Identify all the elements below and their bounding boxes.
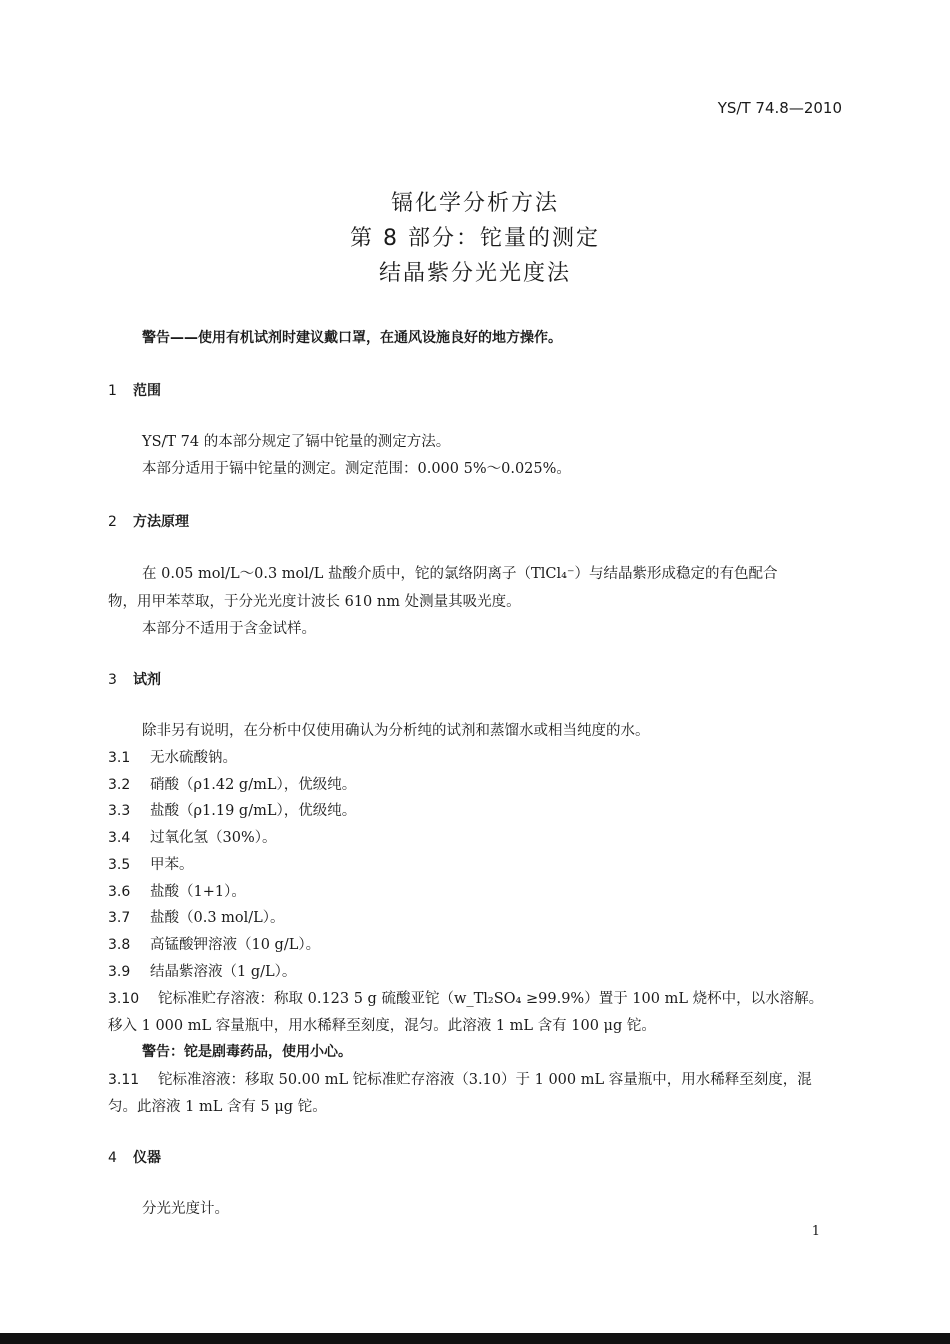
item-text: 铊标准溶液：移取 50.00 mL 铊标准贮存溶液（3.10）于 1 000 mL 容量瓶中，用水稀释至刻度，混	[158, 1072, 812, 1088]
doc-title-line-2: 第 8 部分：铊量的测定	[350, 226, 600, 251]
paragraph: 本部分适用于镉中铊量的测定。测定范围：0.000 5%～0.025%。	[142, 461, 571, 477]
doc-title-line-3: 结晶紫分光光度法	[378, 261, 571, 286]
item-number: 3.4	[108, 830, 131, 846]
item-text: 甲苯。	[150, 857, 194, 873]
standard-code: YS/T 74.8—2010	[717, 99, 842, 117]
paragraph-continuation: 物，用甲苯萃取，于分光光度计波长 610 nm 处测量其吸光度。	[108, 594, 521, 610]
section-number: 1	[108, 383, 117, 399]
item-text: 铊标准贮存溶液：称取 0.123 5 g 硫酸亚铊（w_Tl₂SO₄ ≥99.9%）置于 100 mL 烧杯中，以水溶解。	[158, 991, 824, 1007]
item-number: 3.3	[108, 803, 131, 819]
section-title: 方法原理	[133, 514, 189, 530]
reagent-item	[108, 799, 356, 820]
reagent-item	[108, 746, 237, 767]
safety-warning: 警告——使用有机试剂时建议戴口罩，在通风设施良好的地方操作。	[142, 330, 562, 346]
doc-title-line-1: 镉化学分析方法	[390, 191, 559, 216]
paragraph: 在 0.05 mol/L～0.3 mol/L 盐酸介质中，铊的氯络阴离子（TlCl₄⁻）与结晶紫形成稳定的有色配合	[142, 566, 778, 582]
page-number: 1	[811, 1224, 820, 1239]
item-text: 过氧化氢（30%）。	[150, 830, 277, 846]
toxicity-warning: 警告：铊是剧毒药品，使用小心。	[142, 1044, 352, 1060]
item-text: 盐酸（1+1）。	[150, 884, 246, 900]
item-number: 3.9	[108, 964, 131, 980]
item-text: 无水硫酸钠。	[150, 750, 237, 766]
reagent-item	[108, 853, 194, 874]
section-heading-1	[108, 380, 161, 400]
paragraph: 分光光度计。	[142, 1201, 229, 1217]
reagent-item	[108, 906, 285, 927]
reagent-item	[108, 880, 246, 901]
item-continuation: 移入 1 000 mL 容量瓶中，用水稀释至刻度，混匀。此溶液 1 mL 含有 100 μg 铊。	[108, 1018, 656, 1034]
reagent-item-3-10	[108, 987, 823, 1008]
item-text: 盐酸（0.3 mol/L）。	[150, 910, 285, 926]
item-number: 3.10	[108, 991, 140, 1007]
item-continuation: 匀。此溶液 1 mL 含有 5 μg 铊。	[108, 1099, 327, 1115]
item-number: 3.8	[108, 937, 131, 953]
item-number: 3.5	[108, 857, 131, 873]
reagent-item-3-11	[108, 1068, 812, 1089]
section-heading-3	[108, 669, 161, 689]
section-title: 仪器	[133, 1150, 161, 1166]
section-number: 2	[108, 514, 117, 530]
reagent-item	[108, 933, 320, 954]
reagent-item	[108, 960, 296, 981]
paragraph: YS/T 74 的本部分规定了镉中铊量的测定方法。	[142, 434, 451, 450]
item-text: 硝酸（ρ1.42 g/mL），优级纯。	[150, 777, 357, 793]
page-bottom-border	[0, 1333, 950, 1344]
paragraph: 除非另有说明，在分析中仅使用确认为分析纯的试剂和蒸馏水或相当纯度的水。	[142, 723, 650, 739]
item-number: 3.1	[108, 750, 131, 766]
item-text: 高锰酸钾溶液（10 g/L）。	[150, 937, 321, 953]
item-number: 3.6	[108, 884, 131, 900]
section-heading-4	[108, 1147, 161, 1167]
section-title: 范围	[133, 383, 161, 399]
item-number: 3.7	[108, 910, 131, 926]
item-text: 盐酸（ρ1.19 g/mL），优级纯。	[150, 803, 357, 819]
item-number: 3.2	[108, 777, 131, 793]
section-heading-2	[108, 511, 189, 531]
paragraph: 本部分不适用于含金试样。	[142, 621, 316, 637]
item-text: 结晶紫溶液（1 g/L）。	[150, 964, 297, 980]
item-number: 3.11	[108, 1072, 140, 1088]
reagent-item	[108, 826, 276, 847]
reagent-item	[108, 773, 356, 794]
section-title: 试剂	[133, 672, 161, 688]
section-number: 3	[108, 672, 117, 688]
section-number: 4	[108, 1150, 117, 1166]
